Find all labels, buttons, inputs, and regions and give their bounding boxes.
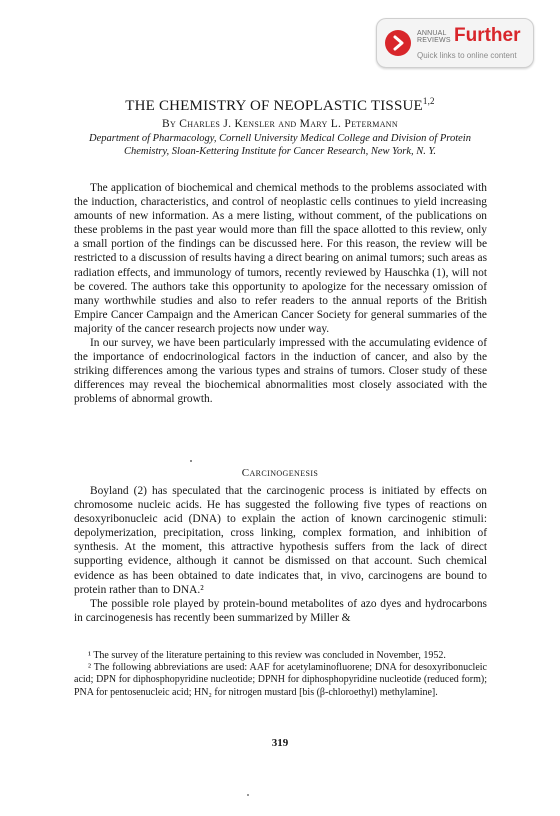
author-line: By Charles J. Kensler and Mary L. Petermann [162, 118, 398, 130]
paragraph: In our survey, we have been particularly impressed with the accumulating evidence of the importance of endocrinological factors in the induction of cancer, and also by the striking differences among the various types and strains of tumors. Closer study of these differences may reveal the biochemical abnormalities most closely associated with the problems of abnormal growth. [74, 337, 487, 406]
section-heading: Carcinogenesis [241, 467, 319, 479]
brand-line-1: ANNUAL [417, 30, 447, 37]
scan-speck [190, 460, 192, 462]
scan-speck [247, 794, 249, 796]
carcinogenesis-body [74, 484, 487, 625]
paragraph: The possible role played by protein-bound metabolites of azo dyes and hydrocarbons in carcinogenesis has recently been summarized by Miller & [74, 597, 487, 624]
affiliation: Department of Pharmacology, Cornell University Medical College and Division of Protein Chemistry, Sloan-Kettering Institute for Cancer Research, New York, N. Y. [89, 133, 471, 157]
paragraph: The application of biochemical and chemical methods to the problems associated with the induction, characteristics, and control of neoplastic cells continues to yield increasing amounts of new information. As a mere listing, without comment, of the publications on these problems in the past year would more than fill the space allotted to this review, only a small portion of the findings can be discussed here. For this reason, the review will be restricted to a discussion of results having a direct bearing on animal tumors; such areas as radiation effects, and immunology of tumors, recently reviewed by Hauschka (1), will not be covered. The authors take this opportunity to apologize for the necessary omission of many worthwhile studies and also to refer readers to the annual reports of the British Empire Cancer Campaign and the American Cancer Society for general summaries of the majority of the cancer research projects now under way. [74, 182, 487, 335]
page-number: 319 [271, 737, 289, 749]
footnote: ² The following abbreviations are used: AAF for acetylaminofluorene; DNA for desoxyribonucleic acid; DPN for diphosphopyridine nucleotide; DPNH for diphosphopyridine nucleotide (reduced form); PNA for pentosenucleic acid; HN₂ for nitrogen mustard [bis (β-chloroethyl) methylamine]. [74, 662, 487, 698]
article-title [0, 92, 560, 115]
annual-reviews-logo [417, 30, 451, 44]
footnotes [74, 650, 487, 699]
intro-body [74, 181, 487, 407]
title-text: THE CHEMISTRY OF NEOPLASTIC TISSUE [125, 98, 423, 114]
further-arrow-icon [385, 30, 411, 56]
further-label: Further [454, 25, 521, 46]
footnote: ¹ The survey of the literature pertaining to this review was concluded in November, 1952. [88, 650, 446, 661]
title-footnote-marks: 1,2 [422, 96, 435, 106]
paragraph: Boyland (2) has speculated that the carcinogenic process is initiated by effects on chromosome nucleic acids. He has suggested the following five types of reactions on desoxyribonucleic acid (DNA) to explain the action of known carcinogenic stimuli: depolymerization, precipitation, cross linking, complex formation, and inhibition of synthesis. At the moment, this attractive hypothesis suffers from the lack of direct supporting evidence, although it cannot be dismissed on that account. Such chemical evidence as has been obtained to date indicates that, in vivo, carcinogens are bound to protein rather than to DNA.² [74, 485, 487, 596]
brand-line-2: REVIEWS [417, 37, 451, 44]
further-badge[interactable] [376, 18, 534, 68]
badge-tagline: Quick links to online content [417, 51, 517, 60]
